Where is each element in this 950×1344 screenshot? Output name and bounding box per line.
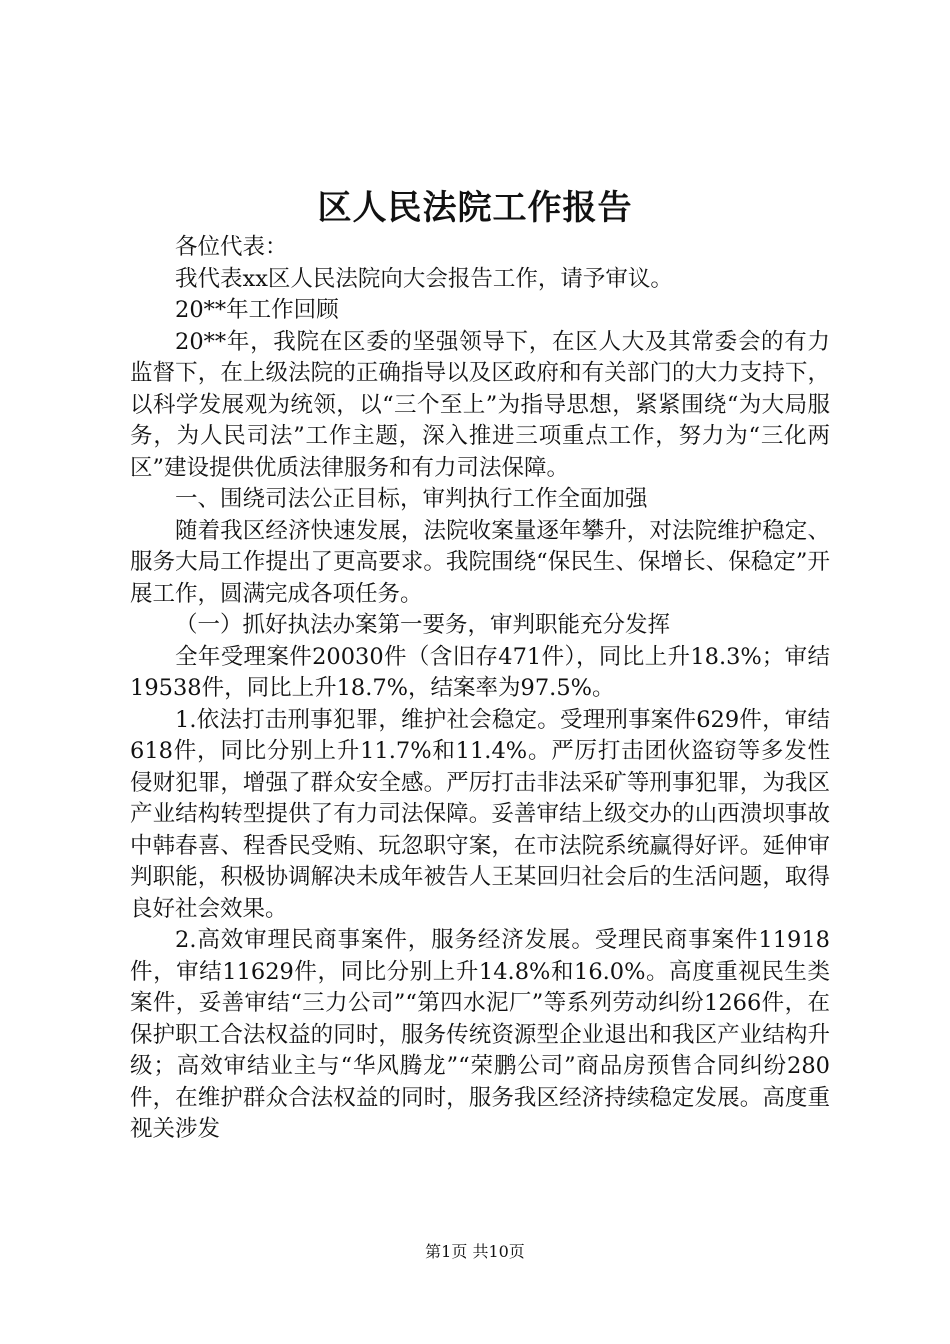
document-body bbox=[130, 232, 830, 1146]
paragraph-civil-commercial: 2.高效审理民商事案件，服务经济发展。受理民商事案件11918件，审结11629件，同比分别上升14.8%和16.0%。高度重视民生类案件，妥善审结“三力公司”“第四水泥厂”等系列劳动纠纷1266件，在保护职工合法权益的同时，服务传统资源型企业退出和我区产业结构升级；高效审结业主与“华风腾龙”“荣鹏公司”商品房预售合同纠纷280件，在维护群众合法权益的同时，服务我区经济持续稳定发展。高度重视关涉发 bbox=[130, 927, 830, 1142]
paragraph-cases-summary: 全年受理案件20030件（含旧存471件），同比上升18.3%；审结19538件，同比上升18.7%，结案率为97.5%。 bbox=[130, 643, 830, 701]
document-title: 区人民法院工作报告 bbox=[317, 188, 633, 228]
section-heading-review: 20**年工作回顾 bbox=[175, 297, 339, 323]
paragraph-intro: 我代表xx区人民法院向大会报告工作，请予审议。 bbox=[175, 265, 673, 292]
section-heading-1: 一、围绕司法公正目标，审判执行工作全面加强 bbox=[175, 486, 648, 512]
paragraph-criminal: 1.依法打击刑事犯罪，维护社会稳定。受理刑事案件629件，审结618件，同比分别上升11.7%和11.4%。严厉打击团伙盗窃等多发性侵财犯罪，增强了群众安全感。严厉打击非法采矿等刑事犯罪，为我区产业结构转型提供了有力司法保障。妥善审结上级交办的山西溃坝事故中韩春喜、程香民受贿、玩忽职守案，在市法院系统赢得好评。延伸审判职能，积极协调解决未成年被告人王某回归社会后的生活问题，取得良好社会效果。 bbox=[130, 706, 830, 922]
page-footer: 第1页 共10页 bbox=[425, 1242, 525, 1261]
paragraph-overview: 20**年，我院在区委的坚强领导下，在区人大及其常委会的有力监督下，在上级法院的正确指导以及区政府和有关部门的大力支持下，以科学发展观为统领，以“三个至上”为指导思想，紧紧围绕“为大局服务，为人民司法”工作主题，深入推进三项重点工作，努力为“三化两区”建设提供优质法律服务和有力司法保障。 bbox=[130, 328, 830, 481]
paragraph-section-1: 随着我区经济快速发展，法院收案量逐年攀升，对法院维护稳定、服务大局工作提出了更高要求。我院围绕“保民生、保增长、保稳定”开展工作，圆满完成各项任务。 bbox=[130, 517, 830, 607]
paragraph-salutation: 各位代表： bbox=[175, 234, 288, 260]
subsection-heading-1: （一）抓好执法办案第一要务，审判职能充分发挥 bbox=[175, 612, 671, 638]
